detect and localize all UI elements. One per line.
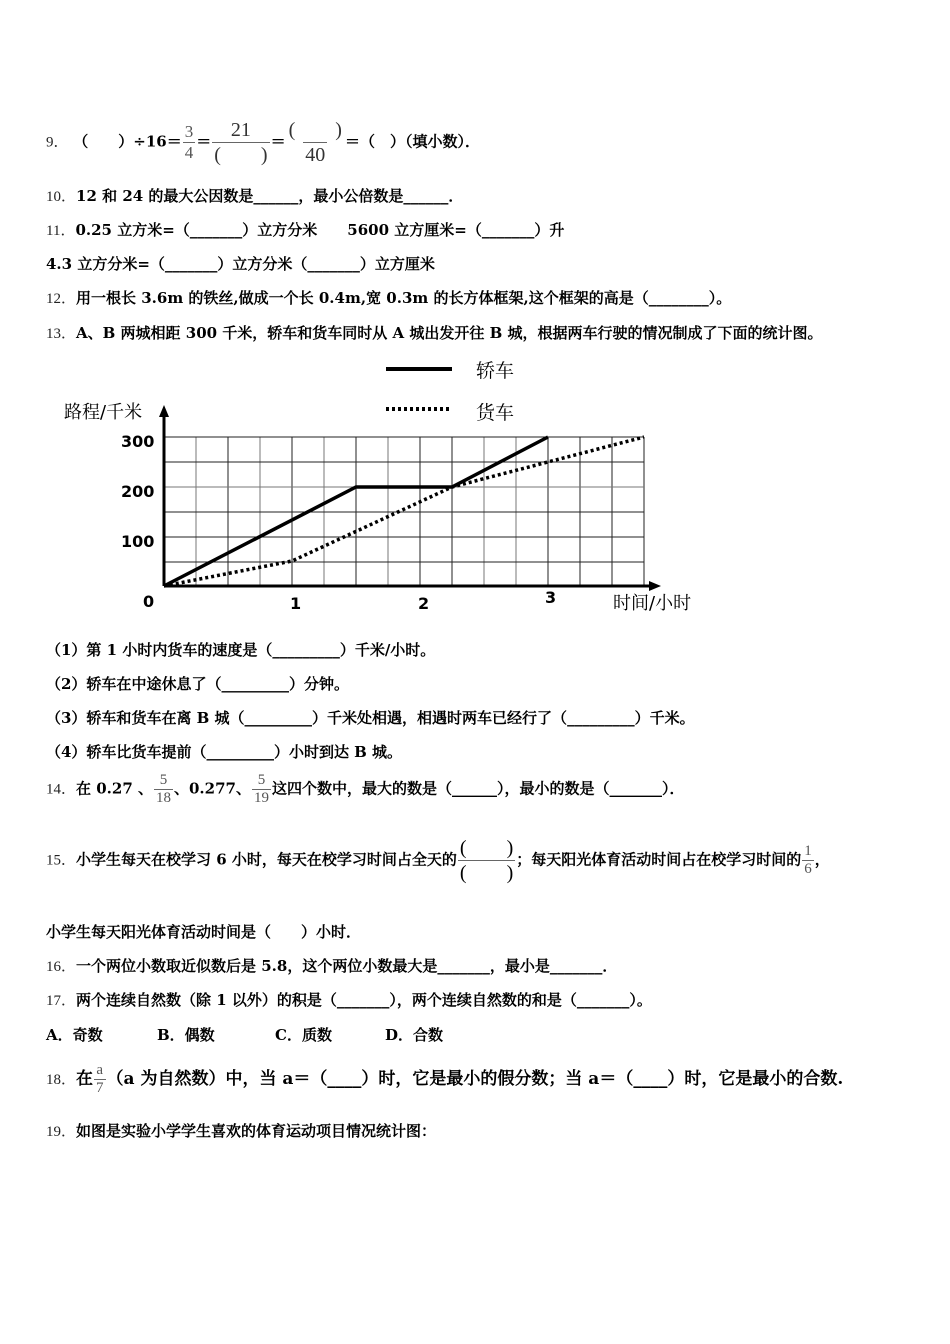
question-18: 18．在 $\frac{a}{7}$ （a 为自然数）中，当 a＝（____）时，它是最小的假分数；当 a＝（____）时，它是最小的合数. xyxy=(46,1062,844,1096)
y-axis-label: 路程/千米 xyxy=(64,402,143,423)
question-text: 4.3 立方分米=（_______）立方分米（_______）立方厘米 xyxy=(46,255,435,273)
question-13-sub-1 xyxy=(46,640,435,660)
option-b: B．偶数 xyxy=(157,1026,215,1044)
question-number: 19． xyxy=(46,1124,77,1140)
question-text: 5600 立方厘米=（_______）升 xyxy=(347,221,565,239)
question-number: 9． xyxy=(46,134,69,151)
fraction: $\frac{5}{18}$ xyxy=(156,772,171,806)
question-text: （1）第 1 小时内货车的速度是（_________）千米/小时。 xyxy=(46,641,436,659)
x-tick-3: 3 xyxy=(545,588,557,607)
question-12 xyxy=(46,288,731,309)
x-axis-arrow-icon xyxy=(649,581,661,591)
question-text: 一个两位小数取近似数后是 5.8，这个两位小数最大是_______，最小是_______． xyxy=(76,957,618,975)
y-axis-arrow-icon xyxy=(159,405,169,417)
legend-label-truck: 货车 xyxy=(476,402,515,424)
question-13 xyxy=(46,323,823,344)
question-text: 用一根长 3.6m 的铁丝,做成一个长 0.4m,宽 0.3m 的长方体框架,这个框架的高是（________）。 xyxy=(76,289,732,307)
question-number: 14． xyxy=(46,781,77,798)
question-text: 小学生每天阳光体育活动时间是（ ）小时． xyxy=(46,923,362,941)
x-tick-1: 1 xyxy=(290,594,302,613)
question-text: 0.25 立方米=（_______）立方分米 xyxy=(75,221,318,239)
question-11 xyxy=(46,220,564,241)
fraction: $\frac{( )}{40}$ xyxy=(288,119,342,166)
x-tick-0: 0 xyxy=(143,592,155,611)
question-text: （4）轿车比货车提前（_________）小时到达 B 城。 xyxy=(46,743,403,761)
question-15: 15．小学生每天在校学习 6 小时，每天在校学习时间占全天的 $\frac{( )}{( )}$ ；每天阳光体育活动时间占在校学习时间的 $\frac{1}{6}$ ， xyxy=(46,837,830,884)
question-text: （3）轿车和货车在离 B 城（_________）千米处相遇，相遇时两车已经行了（_________）千米。 xyxy=(46,709,695,727)
fraction: $\frac{5}{19}$ xyxy=(253,772,269,806)
x-tick-2: 2 xyxy=(418,594,430,613)
y-tick-200: 200 xyxy=(121,482,155,501)
chart-axes xyxy=(159,405,661,591)
question-number: 18． xyxy=(46,1072,77,1088)
fraction: $\frac{a}{7}$ xyxy=(96,1062,104,1096)
fraction: $\frac{3}{4}$ xyxy=(184,122,194,162)
question-number: 13． xyxy=(46,326,77,342)
question-number: 10． xyxy=(46,189,77,205)
question-text: （2）轿车在中途休息了（_________）分钟。 xyxy=(46,675,349,693)
question-number: 17． xyxy=(46,993,77,1009)
question-19 xyxy=(46,1121,436,1142)
y-tick-100: 100 xyxy=(121,532,155,551)
x-axis-label: 时间/小时 xyxy=(613,593,692,614)
option-c: C．质数 xyxy=(275,1026,332,1044)
question-text: 两个连续自然数（除 1 以外）的积是（_______），两个连续自然数的和是（_______）。 xyxy=(76,991,652,1009)
distance-time-chart xyxy=(0,350,950,630)
fraction: $\frac{21}{( )}$ xyxy=(214,119,268,166)
question-9: 9． （ ）÷16＝ $\frac{3}{4}$ ＝ $\frac{21}{( )}$ ＝ $\frac{( )}{40}$ ＝（ ）（填小数）． xyxy=(46,119,480,166)
question-11-line2 xyxy=(46,254,435,274)
question-number: 15． xyxy=(46,852,77,869)
y-tick-300: 300 xyxy=(121,432,155,451)
option-d: D．合数 xyxy=(385,1026,444,1044)
chart-grid xyxy=(164,437,644,586)
question-text: （ ）÷16＝ xyxy=(73,132,182,151)
question-text: A、B 两城相距 300 千米，轿车和货车同时从 A 城出发开往 B 城，根据两车行驶的情况制成了下面的统计图。 xyxy=(76,324,823,342)
question-number: 16． xyxy=(46,959,77,975)
question-17 xyxy=(46,990,652,1011)
question-number: 12． xyxy=(46,291,77,307)
chart-legend xyxy=(386,360,514,424)
question-text: ＝（ ）（填小数）． xyxy=(344,132,480,151)
question-10 xyxy=(46,186,463,207)
legend-label-car: 轿车 xyxy=(476,360,515,382)
question-16 xyxy=(46,956,617,977)
fraction: $\frac{( )}{( )}$ xyxy=(459,837,514,884)
question-13-sub-2 xyxy=(46,674,349,694)
question-17-options xyxy=(46,1025,443,1045)
question-13-sub-4 xyxy=(46,742,402,762)
option-a: A．奇数 xyxy=(46,1026,103,1044)
question-text: 12 和 24 的最大公因数是______，最小公倍数是______． xyxy=(76,187,464,205)
question-14: 14．在 0.27 、 $\frac{5}{18}$ 、0.277、 $\frac{5}{19}$ 这四个数中，最大的数是（______），最小的数是（_______）． xyxy=(46,772,685,806)
question-text: 如图是实验小学学生喜欢的体育运动项目情况统计图： xyxy=(76,1122,437,1140)
fraction: $\frac{1}{6}$ xyxy=(804,843,812,877)
question-15-line2 xyxy=(46,922,361,942)
question-13-sub-3 xyxy=(46,708,695,728)
question-number: 11． xyxy=(46,223,76,239)
